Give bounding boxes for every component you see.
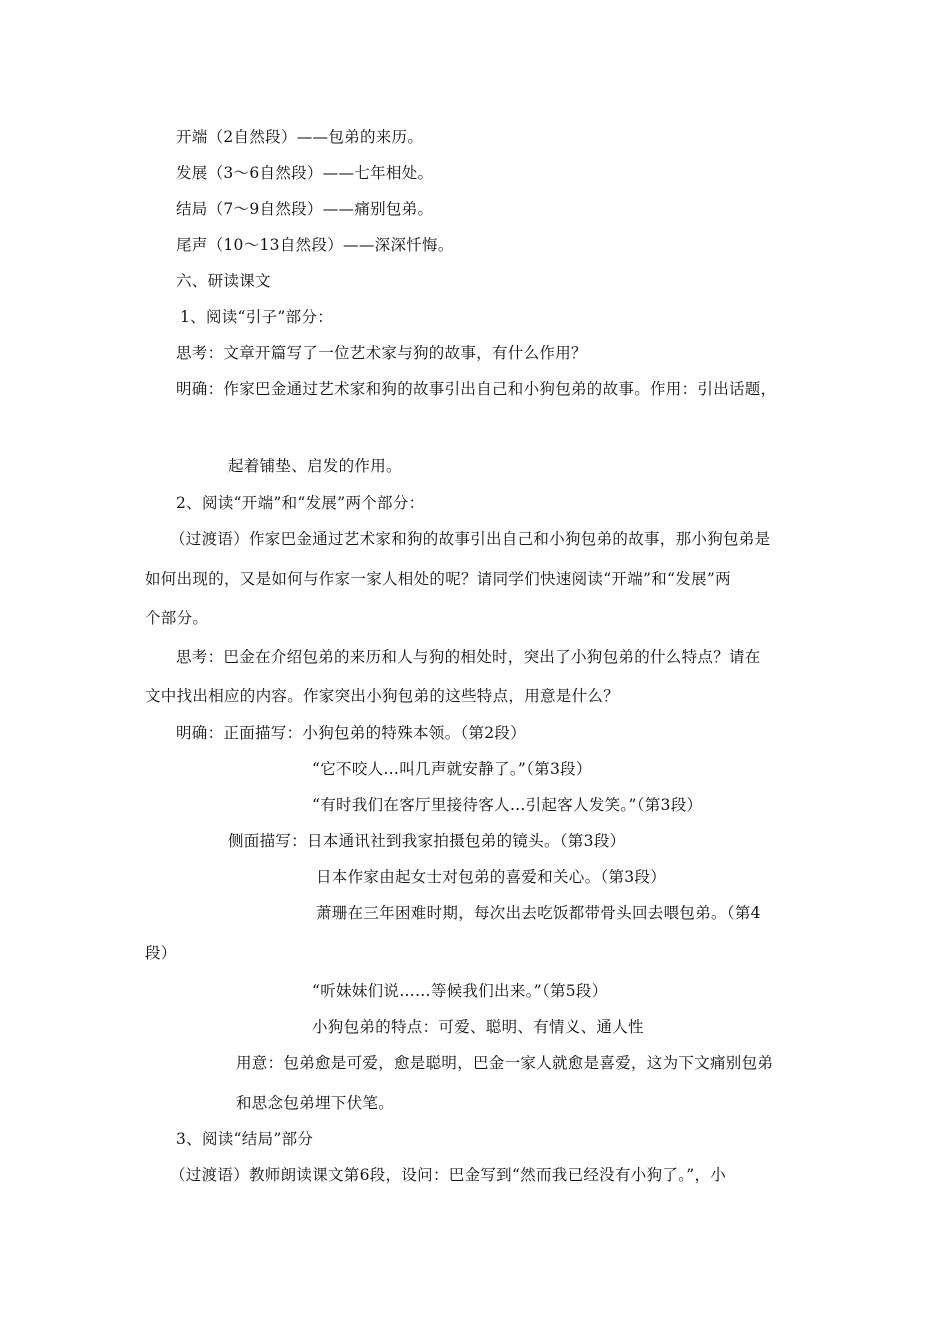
text-line: “有时我们在客厅里接待客人…引起客人发笑。”（第3段） — [312, 796, 703, 814]
text-line: 开端（2自然段）——包弟的来历。 — [176, 128, 424, 146]
text-line: “听妹妹们说……等候我们出来。”（第5段） — [312, 982, 608, 1000]
text-line: 思考：巴金在介绍包弟的来历和人与狗的相处时，突出了小狗包弟的什么特点？请在 — [176, 648, 761, 666]
text-line: 明确：作家巴金通过艺术家和狗的故事引出自己和小狗包弟的故事。作用：引出话题， — [176, 380, 777, 398]
text-line: （过渡语）作家巴金通过艺术家和狗的故事引出自己和小狗包弟的故事，那小狗包弟是 — [170, 530, 771, 548]
text-line: 文中找出相应的内容。作家突出小狗包弟的这些特点，用意是什么？ — [145, 687, 620, 705]
text-line: 结局（7～9自然段）——痛别包弟。 — [176, 200, 434, 218]
text-line: 个部分。 — [145, 609, 209, 627]
text-line: 起着铺垫、启发的作用。 — [228, 457, 402, 475]
subsection-heading: 3、阅读“结局”部分 — [176, 1130, 314, 1148]
text-line: 日本作家由起女士对包弟的喜爱和关心。（第3段） — [316, 868, 667, 886]
text-line: 思考：文章开篇写了一位艺术家与狗的故事，有什么作用？ — [176, 344, 587, 362]
text-line: 如何出现的，又是如何与作家一家人相处的呢？请同学们快速阅读“开端”和“发展”两 — [145, 570, 731, 588]
text-line: 萧珊在三年困难时期，每次出去吃饭都带骨头回去喂包弟。（第4 — [316, 904, 761, 922]
text-line: 侧面描写：日本通讯社到我家拍摄包弟的镜头。（第3段） — [228, 832, 626, 850]
subsection-heading: 2、阅读“开端”和“发展”两个部分： — [176, 494, 425, 512]
text-line: 小狗包弟的特点：可爱、聪明、有情义、通人性 — [312, 1018, 644, 1036]
subsection-heading: 1、阅读“引子”部分： — [180, 308, 334, 326]
text-line: 段） — [145, 944, 177, 962]
text-line: 明确：正面描写：小狗包弟的特殊本领。（第2段） — [176, 724, 527, 742]
text-line: 用意：包弟愈是可爱，愈是聪明，巴金一家人就愈是喜爱，这为下文痛别包弟 — [236, 1054, 774, 1072]
section-heading: 六、研读课文 — [176, 272, 271, 290]
text-line: “它不咬人…叫几声就安静了。”（第3段） — [312, 760, 592, 778]
text-line: 尾声（10～13自然段）——深深忏悔。 — [176, 236, 454, 254]
text-line: （过渡语）教师朗读课文第6段，设问：巴金写到“然而我已经没有小狗了。”，小 — [170, 1166, 727, 1184]
text-line: 和思念包弟埋下伏笔。 — [236, 1094, 395, 1112]
text-line: 发展（3～6自然段）——七年相处。 — [176, 164, 434, 182]
